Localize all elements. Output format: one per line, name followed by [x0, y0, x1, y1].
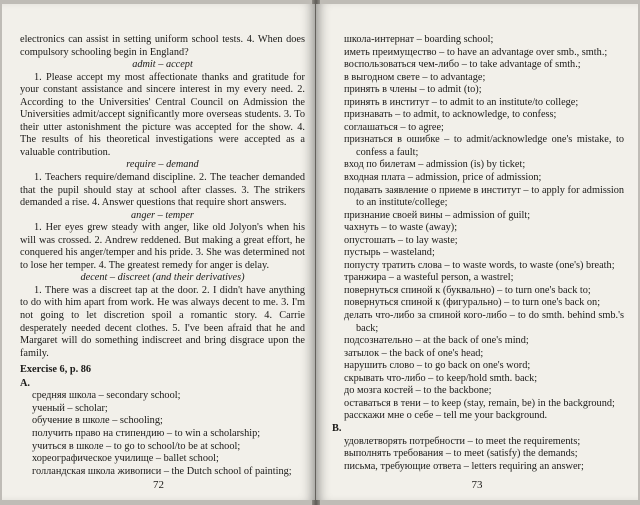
vocab-item: подавать заявление о приеме в институт – to apply for admission to an institute/college;: [344, 184, 624, 209]
vocab-item: чахнуть – to waste (away);: [344, 222, 458, 234]
vocab-item: признаться в ошибке – to admit/acknowledge one's mistake, to confess a fault;: [344, 134, 624, 158]
vocab-item: хореографическое училище – ballet school;: [32, 453, 219, 465]
vocab-item: расскажи мне о себе – tell me your background.: [344, 410, 548, 422]
vocab-list-right-a: [332, 34, 624, 423]
exercise-title: Exercise 6, p. 86: [20, 364, 92, 376]
vocab-item: иметь преимущество – to have an advantage over smb., smth.;: [344, 46, 608, 58]
section-a-label: A.: [20, 377, 31, 389]
section-b-label: B.: [332, 422, 342, 434]
page-number-right: 73: [471, 479, 483, 492]
paragraph-admit: 1. Please accept my most affectionate thanks and gratitude for your constant assistance and sincere interest in my every need. 2. According to the Universities' Central Council on Admission the Universities admit/accept significantly more overseas students. 3. To their utter astonishment the picture was accepted for the show. 4. The results of his theoretical investigations were accepted as a valuable contribution.: [20, 71, 305, 158]
page-number-left: 72: [153, 479, 164, 492]
vocab-item: средняя школа – secondary school;: [32, 390, 181, 402]
vocab-item: нарушить слово – to go back on one's word;: [344, 360, 531, 372]
vocab-item: голландская школа живописи – the Dutch school of painting;: [32, 465, 292, 477]
vocab-item: принять в члены – to admit (to);: [344, 84, 482, 96]
vocab-item: оставаться в тени – to keep (stay, remain, be) in the background;: [344, 397, 615, 409]
heading-decent: decent – discreet (and their derivatives): [80, 272, 245, 284]
vocab-item: затылок – the back of one's head;: [344, 347, 484, 359]
vocab-item: выполнять требования – to meet (satisfy) the demands;: [344, 448, 578, 460]
vocab-item: соглашаться – to agree;: [344, 121, 444, 133]
vocab-item: пустырь – wasteland;: [344, 247, 435, 259]
vocab-item: делать что-либо за спиной кого-либо – to do smth. behind smb.'s back;: [344, 310, 624, 334]
vocab-item: подсознательно – at the back of one's mind;: [344, 335, 529, 347]
vocab-item: входная плата – admission, price of admission;: [344, 172, 542, 184]
paragraph-decent: 1. There was a discreet tap at the door. 2. I didn't have anything to do with him apart from work. He was always decent to me. 3. I'm not going to let discretion spoil a romantic story. 4. Carrie desperately needed decent clothes. 5. I've been afraid that he and Margaret will do something indiscreet and bring disgrace upon the family.: [20, 284, 305, 359]
vocab-item: школа-интернат – boarding school;: [344, 34, 494, 45]
vocab-item: признание своей вины – admission of guilt;: [344, 209, 531, 221]
right-page: [316, 4, 638, 500]
vocab-item: принять в институт – to admit to an institute/to college;: [344, 96, 579, 108]
vocab-list-left: [20, 390, 305, 478]
vocab-item: воспользоваться чем-либо – to take advantage of smth.;: [344, 59, 581, 71]
vocab-item: транжира – a wasteful person, a wastrel;: [344, 272, 514, 284]
vocab-item: удовлетворять потребности – to meet the requirements;: [344, 435, 581, 447]
vocab-item: получить право на стипендию – to win a scholarship;: [32, 427, 261, 439]
vocab-list-right-b: [332, 436, 624, 474]
heading-admit: admit – accept: [132, 59, 193, 71]
vocab-item: обучение в школе – schooling;: [32, 415, 163, 427]
vocab-item: письма, требующие ответа – letters requiring an answer;: [344, 460, 584, 472]
vocab-item: признавать – to admit, to acknowledge, to confess;: [344, 109, 557, 121]
vocab-item: повернуться спиной к (буквально) – to turn one's back to;: [344, 284, 591, 296]
vocab-item: повернуться спиной к (фигурально) – to turn one's back on;: [344, 297, 601, 309]
paragraph-anger: 1. Her eyes grew steady with anger, like old Jolyon's when his will was crossed. 2. Andrew reddened. But making a great effort, he conquered his anger/temper and his pride. 3. She was determined not to lose her temper. 4. The greatest remedy for anger is delay.: [20, 222, 305, 271]
heading-require: require – demand: [126, 159, 199, 171]
vocab-item: ученый – scholar;: [32, 402, 108, 414]
vocab-item: до мозга костей – to the backbone;: [344, 385, 492, 397]
vocab-item: в выгодном свете – to advantage;: [344, 71, 486, 83]
paragraph-require: 1. Teachers require/demand discipline. 2. The teacher demanded that the pupil should stay at school after classes. 3. The strikers demanded a rise. 4. Answer questions that require short answers.: [20, 172, 305, 209]
vocab-item: вход по билетам – admission (is) by ticket;: [344, 159, 526, 171]
left-page: [2, 4, 315, 500]
left-top-paragraph: electronics can assist in setting uniform school tests. 4. When does compulsory schooling begin in England?: [20, 34, 305, 58]
vocab-item: учиться в школе – to go to school/to be at school;: [32, 440, 241, 452]
vocab-item: попусту тратить слова – to waste words, to waste (one's) breath;: [344, 259, 615, 271]
heading-anger: anger – temper: [131, 209, 194, 221]
vocab-item: скрывать что-либо – to keep/hold smth. back;: [344, 372, 538, 384]
vocab-item: опустошать – to lay waste;: [344, 234, 458, 246]
